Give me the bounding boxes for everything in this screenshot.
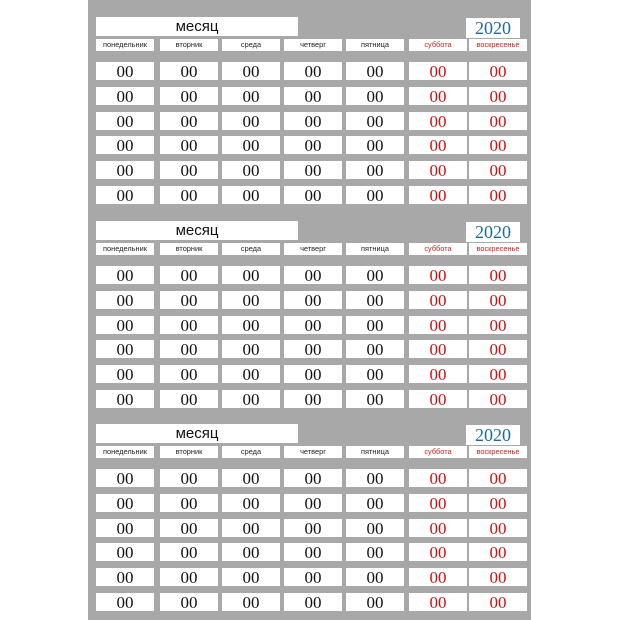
day-cell: 00 bbox=[346, 469, 404, 487]
day-cell: 00 bbox=[409, 266, 467, 284]
day-cell: 00 bbox=[409, 161, 467, 179]
day-cell: 00 bbox=[284, 291, 342, 309]
day-cell: 00 bbox=[96, 593, 154, 611]
day-cell: 00 bbox=[469, 543, 527, 561]
day-cell: 00 bbox=[469, 365, 527, 383]
day-cell: 00 bbox=[469, 593, 527, 611]
day-cell: 00 bbox=[222, 186, 280, 204]
weekday-header: пятница bbox=[346, 243, 404, 255]
weekday-header: среда bbox=[222, 446, 280, 458]
day-cell: 00 bbox=[222, 469, 280, 487]
weekday-header: понедельник bbox=[96, 243, 154, 255]
day-cell: 00 bbox=[222, 390, 280, 408]
day-cell: 00 bbox=[222, 161, 280, 179]
day-cell: 00 bbox=[469, 291, 527, 309]
day-cell: 00 bbox=[346, 519, 404, 537]
day-cell: 00 bbox=[222, 494, 280, 512]
day-cell: 00 bbox=[409, 568, 467, 586]
day-cell: 00 bbox=[284, 112, 342, 130]
day-cell: 00 bbox=[96, 568, 154, 586]
day-cell: 00 bbox=[409, 291, 467, 309]
day-cell: 00 bbox=[96, 390, 154, 408]
day-cell: 00 bbox=[409, 494, 467, 512]
day-cell: 00 bbox=[160, 161, 218, 179]
day-cell: 00 bbox=[284, 494, 342, 512]
day-cell: 00 bbox=[346, 494, 404, 512]
day-cell: 00 bbox=[346, 266, 404, 284]
day-cell: 00 bbox=[346, 390, 404, 408]
day-cell: 00 bbox=[96, 519, 154, 537]
day-cell: 00 bbox=[160, 568, 218, 586]
day-cell: 00 bbox=[96, 186, 154, 204]
day-cell: 00 bbox=[346, 161, 404, 179]
day-cell: 00 bbox=[469, 494, 527, 512]
day-cell: 00 bbox=[96, 340, 154, 358]
day-cell: 00 bbox=[346, 340, 404, 358]
day-cell: 00 bbox=[469, 568, 527, 586]
day-cell: 00 bbox=[409, 112, 467, 130]
day-cell: 00 bbox=[222, 291, 280, 309]
weekday-header: четверг bbox=[284, 243, 342, 255]
day-cell: 00 bbox=[160, 593, 218, 611]
weekday-header: вторник bbox=[160, 39, 218, 51]
month-label: месяц bbox=[96, 221, 298, 240]
day-cell: 00 bbox=[160, 112, 218, 130]
day-cell: 00 bbox=[284, 519, 342, 537]
day-cell: 00 bbox=[469, 87, 527, 105]
day-cell: 00 bbox=[284, 469, 342, 487]
day-cell: 00 bbox=[160, 340, 218, 358]
weekday-header: воскресенье bbox=[469, 39, 527, 51]
day-cell: 00 bbox=[469, 136, 527, 154]
day-cell: 00 bbox=[409, 543, 467, 561]
day-cell: 00 bbox=[346, 87, 404, 105]
weekday-header: четверг bbox=[284, 446, 342, 458]
day-cell: 00 bbox=[346, 568, 404, 586]
weekday-header: пятница bbox=[346, 39, 404, 51]
day-cell: 00 bbox=[469, 266, 527, 284]
day-cell: 00 bbox=[346, 316, 404, 334]
day-cell: 00 bbox=[222, 543, 280, 561]
day-cell: 00 bbox=[409, 186, 467, 204]
day-cell: 00 bbox=[96, 316, 154, 334]
day-cell: 00 bbox=[222, 568, 280, 586]
weekday-header: понедельник bbox=[96, 39, 154, 51]
day-cell: 00 bbox=[284, 593, 342, 611]
weekday-header: вторник bbox=[160, 446, 218, 458]
day-cell: 00 bbox=[284, 340, 342, 358]
day-cell: 00 bbox=[409, 469, 467, 487]
weekday-header: среда bbox=[222, 243, 280, 255]
day-cell: 00 bbox=[346, 136, 404, 154]
weekday-header: воскресенье bbox=[469, 446, 527, 458]
day-cell: 00 bbox=[96, 365, 154, 383]
day-cell: 00 bbox=[160, 469, 218, 487]
day-cell: 00 bbox=[222, 316, 280, 334]
day-cell: 00 bbox=[160, 266, 218, 284]
day-cell: 00 bbox=[222, 87, 280, 105]
day-cell: 00 bbox=[96, 161, 154, 179]
day-cell: 00 bbox=[409, 390, 467, 408]
day-cell: 00 bbox=[409, 316, 467, 334]
day-cell: 00 bbox=[469, 469, 527, 487]
day-cell: 00 bbox=[284, 365, 342, 383]
day-cell: 00 bbox=[409, 593, 467, 611]
weekday-header: четверг bbox=[284, 39, 342, 51]
day-cell: 00 bbox=[284, 62, 342, 80]
weekday-header: воскресенье bbox=[469, 243, 527, 255]
day-cell: 00 bbox=[160, 390, 218, 408]
day-cell: 00 bbox=[409, 87, 467, 105]
day-cell: 00 bbox=[409, 136, 467, 154]
weekday-header: суббота bbox=[409, 243, 467, 255]
day-cell: 00 bbox=[346, 186, 404, 204]
day-cell: 00 bbox=[409, 519, 467, 537]
day-cell: 00 bbox=[284, 266, 342, 284]
weekday-header: суббота bbox=[409, 446, 467, 458]
day-cell: 00 bbox=[160, 136, 218, 154]
day-cell: 00 bbox=[409, 340, 467, 358]
year-label: 2020 bbox=[466, 425, 520, 445]
day-cell: 00 bbox=[222, 112, 280, 130]
day-cell: 00 bbox=[160, 543, 218, 561]
day-cell: 00 bbox=[346, 593, 404, 611]
day-cell: 00 bbox=[160, 316, 218, 334]
weekday-header: суббота bbox=[409, 39, 467, 51]
day-cell: 00 bbox=[222, 593, 280, 611]
day-cell: 00 bbox=[160, 62, 218, 80]
day-cell: 00 bbox=[222, 266, 280, 284]
day-cell: 00 bbox=[469, 62, 527, 80]
day-cell: 00 bbox=[284, 186, 342, 204]
day-cell: 00 bbox=[96, 62, 154, 80]
day-cell: 00 bbox=[469, 112, 527, 130]
day-cell: 00 bbox=[409, 62, 467, 80]
day-cell: 00 bbox=[346, 112, 404, 130]
day-cell: 00 bbox=[284, 568, 342, 586]
day-cell: 00 bbox=[160, 519, 218, 537]
day-cell: 00 bbox=[346, 365, 404, 383]
calendar-sheet bbox=[88, 0, 531, 620]
year-label: 2020 bbox=[466, 222, 520, 242]
day-cell: 00 bbox=[160, 87, 218, 105]
year-label: 2020 bbox=[466, 18, 520, 38]
day-cell: 00 bbox=[96, 494, 154, 512]
day-cell: 00 bbox=[284, 390, 342, 408]
day-cell: 00 bbox=[222, 519, 280, 537]
day-cell: 00 bbox=[222, 365, 280, 383]
day-cell: 00 bbox=[160, 186, 218, 204]
day-cell: 00 bbox=[284, 543, 342, 561]
day-cell: 00 bbox=[96, 136, 154, 154]
day-cell: 00 bbox=[96, 266, 154, 284]
day-cell: 00 bbox=[222, 340, 280, 358]
day-cell: 00 bbox=[96, 543, 154, 561]
day-cell: 00 bbox=[160, 365, 218, 383]
day-cell: 00 bbox=[96, 112, 154, 130]
day-cell: 00 bbox=[469, 519, 527, 537]
day-cell: 00 bbox=[284, 316, 342, 334]
day-cell: 00 bbox=[160, 494, 218, 512]
weekday-header: вторник bbox=[160, 243, 218, 255]
day-cell: 00 bbox=[346, 62, 404, 80]
day-cell: 00 bbox=[346, 291, 404, 309]
day-cell: 00 bbox=[469, 186, 527, 204]
day-cell: 00 bbox=[469, 340, 527, 358]
day-cell: 00 bbox=[160, 291, 218, 309]
month-label: месяц bbox=[96, 17, 298, 36]
day-cell: 00 bbox=[222, 136, 280, 154]
month-label: месяц bbox=[96, 424, 298, 443]
day-cell: 00 bbox=[469, 390, 527, 408]
day-cell: 00 bbox=[284, 136, 342, 154]
day-cell: 00 bbox=[469, 316, 527, 334]
day-cell: 00 bbox=[284, 161, 342, 179]
day-cell: 00 bbox=[222, 62, 280, 80]
weekday-header: пятница bbox=[346, 446, 404, 458]
day-cell: 00 bbox=[96, 291, 154, 309]
day-cell: 00 bbox=[469, 161, 527, 179]
day-cell: 00 bbox=[96, 87, 154, 105]
day-cell: 00 bbox=[346, 543, 404, 561]
weekday-header: понедельник bbox=[96, 446, 154, 458]
day-cell: 00 bbox=[409, 365, 467, 383]
day-cell: 00 bbox=[96, 469, 154, 487]
day-cell: 00 bbox=[284, 87, 342, 105]
weekday-header: среда bbox=[222, 39, 280, 51]
